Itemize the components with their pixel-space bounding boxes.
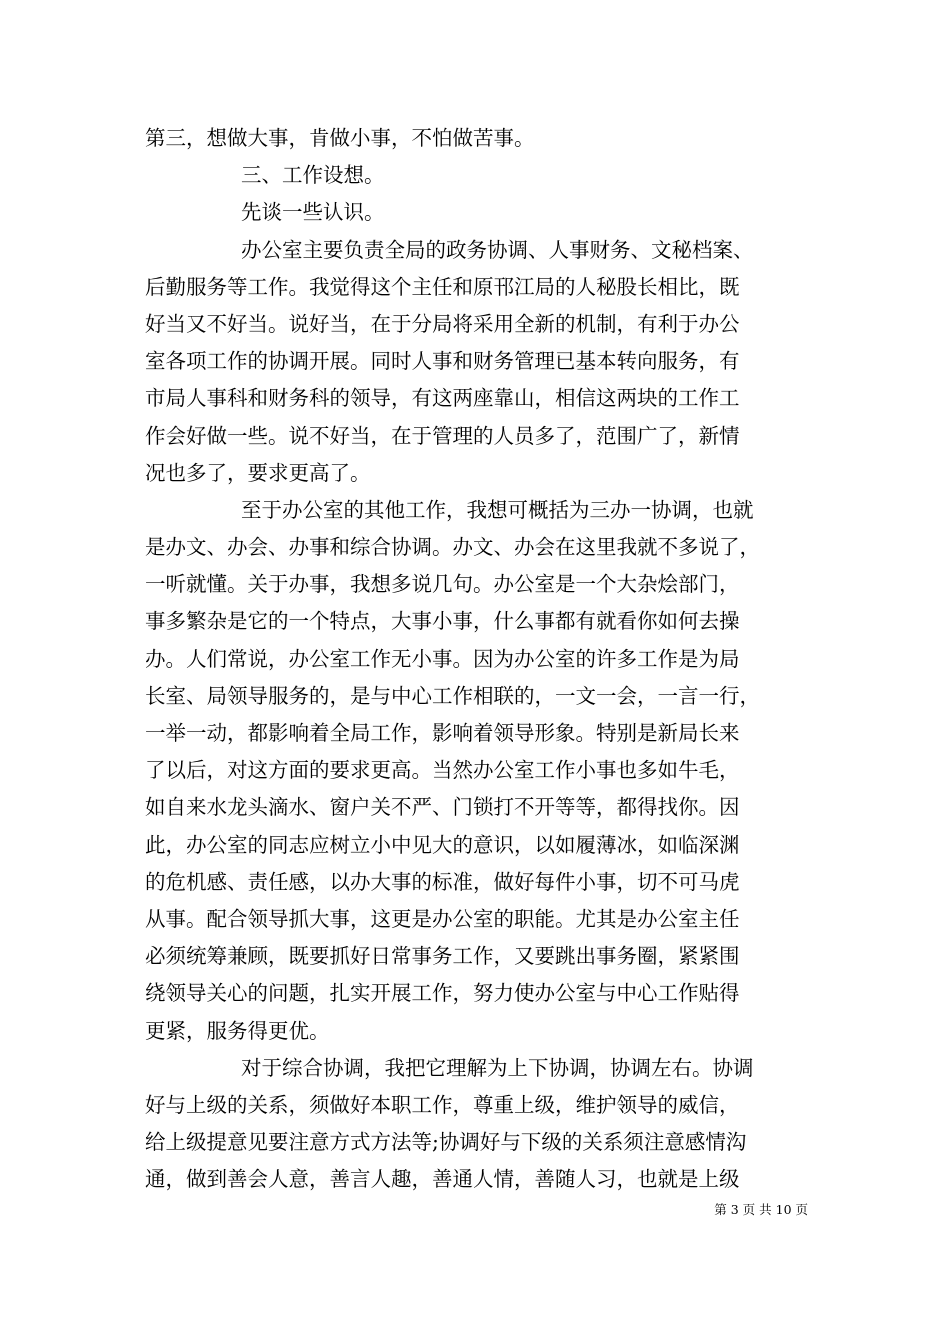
text-line: 从事。配合领导抓大事，这更是办公室的职能。尤其是办公室主任 bbox=[145, 906, 740, 931]
text-line: 给上级提意见要注意方式方法等;协调好与下级的关系须注意感情沟 bbox=[145, 1130, 747, 1155]
text-line: 市局人事科和财务科的领导，有这两座靠山，相信这两块的工作工 bbox=[145, 386, 740, 411]
text-line: 是办文、办会、办事和综合协调。办文、办会在这里我就不多说了， bbox=[145, 535, 760, 560]
text-line: 先谈一些认识。 bbox=[241, 200, 385, 225]
text-line: 办。人们常说，办公室工作无小事。因为办公室的许多工作是为局 bbox=[145, 646, 740, 671]
paragraph-start: 至于办公室的其他工作，我想可概括为三办一协调，也就 bbox=[241, 497, 754, 522]
page-number: 第 3 页 共 10 页 bbox=[714, 1202, 808, 1217]
text-line: 必须统筹兼顾，既要抓好日常事务工作，又要跳出事务圈，紧紧围 bbox=[145, 944, 740, 969]
text-line: 通，做到善会人意，善言人趣，善通人情，善随人习，也就是上级 bbox=[145, 1167, 740, 1192]
text-line: 室各项工作的协调开展。同时人事和财务管理已基本转向服务，有 bbox=[145, 349, 740, 374]
text-line: 好与上级的关系，须做好本职工作，尊重上级，维护领导的威信， bbox=[145, 1092, 740, 1117]
paragraph-start: 办公室主要负责全局的政务协调、人事财务、文秘档案、 bbox=[241, 237, 754, 262]
paragraph-start: 对于综合协调，我把它理解为上下协调，协调左右。协调 bbox=[241, 1055, 754, 1080]
text-line: 作会好做一些。说不好当，在于管理的人员多了，范围广了，新情 bbox=[145, 423, 740, 448]
text-line: 事多繁杂是它的一个特点，大事小事，什么事都有就看你如何去操 bbox=[145, 609, 740, 634]
text-line: 了以后，对这方面的要求更高。当然办公室工作小事也多如牛毛， bbox=[145, 758, 740, 783]
text-line: 绕领导关心的问题，扎实开展工作，努力使办公室与中心工作贴得 bbox=[145, 981, 740, 1006]
document-body bbox=[145, 120, 807, 1198]
text-line: 如自来水龙头滴水、窗户关不严、门锁打不开等等，都得找你。因 bbox=[145, 795, 740, 820]
text-line: 后勤服务等工作。我觉得这个主任和原邗江局的人秘股长相比，既 bbox=[145, 274, 740, 299]
text-line: 此，办公室的同志应树立小中见大的意识，以如履薄冰，如临深渊 bbox=[145, 832, 740, 857]
text-line: 况也多了，要求更高了。 bbox=[145, 460, 371, 485]
text-line: 第三，想做大事，肯做小事，不怕做苦事。 bbox=[145, 126, 535, 150]
text-line: 一听就懂。关于办事，我想多说几句。办公室是一个大杂烩部门， bbox=[145, 572, 740, 597]
text-line: 好当又不好当。说好当，在于分局将采用全新的机制，有利于办公 bbox=[145, 311, 740, 336]
text-line: 一举一动，都影响着全局工作，影响着领导形象。特别是新局长来 bbox=[145, 721, 740, 745]
section-heading: 三、工作设想。 bbox=[241, 163, 385, 188]
text-line: 的危机感、责任感，以办大事的标准，做好每件小事，切不可马虎 bbox=[145, 869, 740, 894]
text-line: 更紧，服务得更优。 bbox=[145, 1018, 330, 1043]
text-line: 长室、局领导服务的，是与中心工作相联的，一文一会，一言一行， bbox=[145, 683, 760, 708]
